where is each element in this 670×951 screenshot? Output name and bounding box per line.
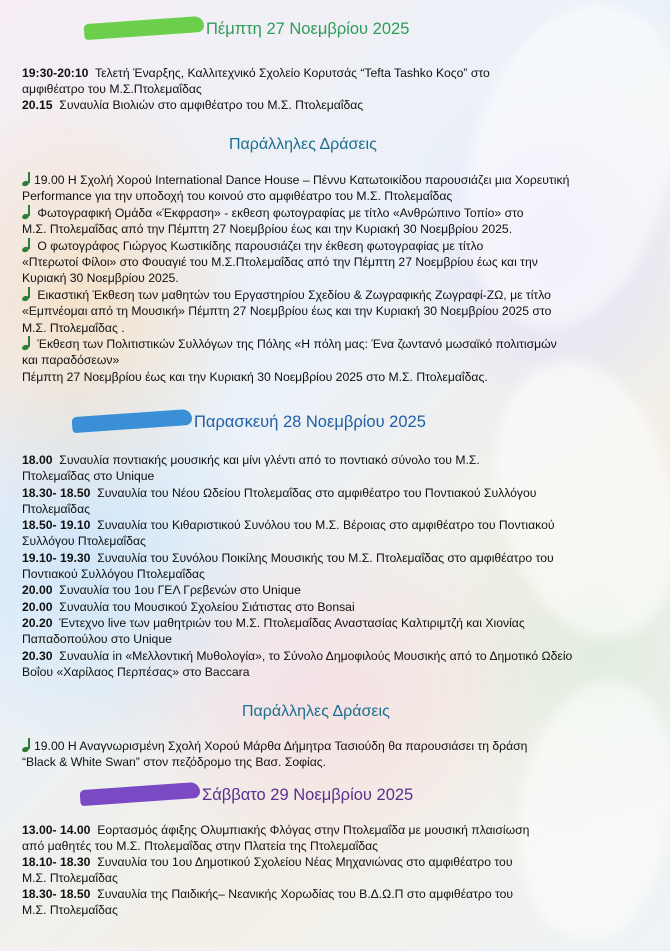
- schedule-entry: [22, 615, 644, 648]
- music-note-icon: [22, 238, 31, 252]
- entry-text: Μ.Σ. Πτολεμαΐδας από την Πέμπτη 27 Νοεμβρίου έως και την Κυριακή 30 Νοεμβρίου 2025.: [22, 222, 513, 237]
- entry-text: Performance για την υποδοχή του κοινού στο αμφιθέατρο του Μ.Σ. Πτολεμαΐδας: [22, 189, 453, 204]
- schedule-entry: [22, 452, 644, 485]
- schedule-entry: [22, 582, 644, 598]
- entry-text: Συναυλία του 1ου Δημοτικού Σχολείου Νέας Μηχανιώνας στο αμφιθέατρο του: [97, 855, 513, 869]
- music-note-icon: [22, 738, 31, 752]
- entry-time: 20.00: [22, 599, 53, 614]
- entry-time: 18.00: [22, 453, 53, 467]
- entry-text: Ποντιακού Συλλόγου Πτολεμαΐδας: [22, 567, 205, 582]
- day-title: Σάββατο 29 Νοεμβρίου 2025: [202, 786, 414, 804]
- entry-text: Έντεχνο live των μαθητριών του Μ.Σ. Πτολεμαΐδας Αναστασίας Καλτιριμτζή και Χιονίας: [59, 615, 525, 630]
- parallel-entry: [22, 205, 644, 238]
- entry-time: 13.00- 14.00: [22, 823, 91, 837]
- entry-text: Συναυλία του Μουσικού Σχολείου Σιάτιστας στο Bonsai: [59, 599, 355, 614]
- entry-time: 20.30: [22, 648, 53, 663]
- entry-text: και παραδόσεων»: [22, 353, 120, 368]
- entry-text: Μ.Σ. Πτολεμαΐδας .: [22, 320, 125, 335]
- parallel-entry: [22, 336, 644, 385]
- entry-time: 19.10- 19.30: [22, 550, 91, 565]
- entry-text: Έκθεση των Πολιτιστικών Συλλόγων της Πόλης «Η πόλη μας: Ένα ζωντανό μωσαϊκό πολιτισμών: [34, 337, 557, 352]
- entry-time: 18.50- 19.10: [22, 518, 91, 533]
- entry-time: 18.30- 18.50: [22, 485, 91, 500]
- entry-text: Συναυλία ποντιακής μουσικής και μίνι γλέντι από το ποντιακό σύνολο του Μ.Σ.: [59, 453, 480, 467]
- entry-text: Συλλόγου Πτολεμαΐδας: [22, 534, 146, 549]
- schedule-entry: [22, 517, 644, 550]
- entry-text: Συναυλία του Κιθαριστικού Συνόλου του Μ.Σ. Βέροιας στο αμφιθέατρο του Ποντιακού: [97, 518, 555, 533]
- parallel-heading-friday: Παράλληλες Δράσεις: [242, 703, 390, 720]
- entry-text: 19.00 Η Σχολή Χορού International Dance House – Πέννυ Κατωτοικίδου παρουσιάζει μια Χορευτική: [34, 173, 570, 187]
- schedule-entry: [22, 599, 644, 615]
- friday-parallel: [22, 738, 644, 770]
- entry-text: “Black & White Swan” στον πεζόδρομο της Βασ. Σοφίας.: [22, 755, 327, 769]
- entry-text: Συναυλία του 1ου ΓΕΛ Γρεβενών στο Unique: [59, 583, 301, 598]
- parallel-heading-thursday: Παράλληλες Δράσεις: [229, 136, 377, 153]
- thursday-parallel: [22, 172, 644, 385]
- day-title: Πέμπτη 27 Νοεμβρίου 2025: [206, 20, 410, 38]
- entry-text: αμφιθέατρο του Μ.Σ.Πτολεμαΐδας: [22, 82, 202, 96]
- entry-text: «Πτερωτοί Φίλοι» στο Φουαγιέ του Μ.Σ.Πτολεμαΐδας από την Πέμπτη 27 Νοεμβρίου έως και την: [22, 255, 538, 270]
- parallel-entry: [22, 738, 644, 770]
- schedule-entry: [22, 648, 644, 681]
- entry-text: Κυριακή 30 Νοεμβρίου 2025.: [22, 271, 179, 286]
- entry-time: 20.15: [22, 98, 53, 112]
- music-note-icon: [22, 336, 31, 350]
- music-note-icon: [22, 205, 31, 219]
- schedule-entry: [22, 854, 644, 886]
- day-heading-friday: [72, 407, 426, 437]
- schedule-entry: [22, 886, 644, 918]
- music-note-icon: [22, 287, 31, 301]
- entry-text: Τελετή Έναρξης, Καλλιτεχνικό Σχολείο Κορυτσάς “Tefta Tashko Κοςο” στο: [94, 66, 490, 80]
- entry-text: Εικαστική Έκθεση των μαθητών του Εργαστηρίου Σχεδίου & Ζωγραφικής Ζωγραφί-ΖΩ, με τίτλο: [34, 287, 551, 302]
- day-title: Παρασκευή 28 Νοεμβρίου 2025: [194, 413, 426, 431]
- day-heading-saturday: [80, 780, 413, 810]
- schedule-entry: [22, 97, 644, 113]
- entry-text: Ο φωτογράφος Γιώργος Κωστικίδης παρουσιάζει την έκθεση φωτογραφίας με τίτλο: [34, 238, 484, 253]
- entry-time: 18.30- 18.50: [22, 887, 91, 901]
- entry-text: Συναυλία της Παιδικής– Νεανικής Χορωδίας του Β.Δ.Ω.Π στο αμφιθέατρο του: [97, 887, 514, 901]
- thursday-schedule: [22, 65, 644, 113]
- music-note-icon: [22, 172, 31, 186]
- parallel-entry: [22, 172, 644, 205]
- entry-text: Μ.Σ. Πτολεμαΐδας: [22, 903, 118, 917]
- entry-text: Πτολεμαΐδας: [22, 501, 90, 516]
- schedule-entry: [22, 65, 644, 97]
- parallel-entry: [22, 238, 644, 287]
- schedule-entry: [22, 822, 644, 854]
- entry-text: Μ.Σ. Πτολεμαΐδας: [22, 871, 118, 885]
- entry-text: Συναυλία του Νέου Ωδείου Πτολεμαΐδας στο αμφιθέατρο του Ποντιακού Συλλόγου: [97, 485, 537, 500]
- entry-text: «Εμπνέομαι από τη Μουσική» Πέμπτη 27 Νοεμβρίου έως και την Κυριακή 30 Νοεμβρίου 2025 στο: [22, 304, 552, 319]
- entry-text: Συναυλία του Συνόλου Ποικίλης Μουσικής του Μ.Σ. Πτολεμαΐδας στο αμφιθέατρο του: [97, 550, 554, 565]
- entry-text: Παπαδοπούλου στο Unique: [22, 632, 172, 647]
- day-heading-thursday: [84, 14, 409, 44]
- entry-text: Συναυλία Βιολιών στο αμφιθέατρο του Μ.Σ. Πτολεμαΐδας: [59, 98, 364, 112]
- entry-text: Εορτασμός άφιξης Ολυμπιακής Φλόγας στην Πτολεμαΐδα με μουσική πλαισίωση: [97, 823, 530, 837]
- entry-time: 19:30-20:10: [22, 66, 89, 80]
- entry-text: Συναυλία in «Μελλοντική Μυθολογία», το Σύνολο Δημοφιλούς Μουσικής από το Δημοτικό Ωδείο: [59, 648, 573, 663]
- entry-text: Πέμπτη 27 Νοεμβρίου έως και την Κυριακή 30 Νοεμβρίου 2025 στο Μ.Σ. Πτολεμαΐδας.: [22, 369, 488, 384]
- schedule-entry: [22, 485, 644, 518]
- saturday-schedule: [22, 822, 644, 918]
- parallel-entry: [22, 287, 644, 336]
- schedule-entry: [22, 550, 644, 583]
- entry-text: Βοΐου «Χαρίλαος Περπέσας» στο Baccara: [22, 664, 250, 679]
- friday-schedule: [22, 452, 644, 680]
- entry-text: 19.00 Η Αναγνωρισμένη Σχολή Χορού Μάρθα Δήμητρα Τασιούδη θα παρουσιάσει τη δράση: [34, 739, 528, 753]
- entry-text: Φωτογραφική Ομάδα «Έκφραση» - εκθεση φωτογραφίας με τίτλο «Ανθρώπινο Τοπίο» στο: [34, 205, 524, 220]
- entry-time: 20.00: [22, 583, 53, 598]
- entry-time: 18.10- 18.30: [22, 855, 91, 869]
- entry-text: από μαθητές του Μ.Σ. Πτολεμαΐδας στην Πλατεία της Πτολεμαΐδας: [22, 839, 379, 853]
- entry-time: 20.20: [22, 615, 53, 630]
- entry-text: Πτολεμαΐδας στο Unique: [22, 469, 155, 484]
